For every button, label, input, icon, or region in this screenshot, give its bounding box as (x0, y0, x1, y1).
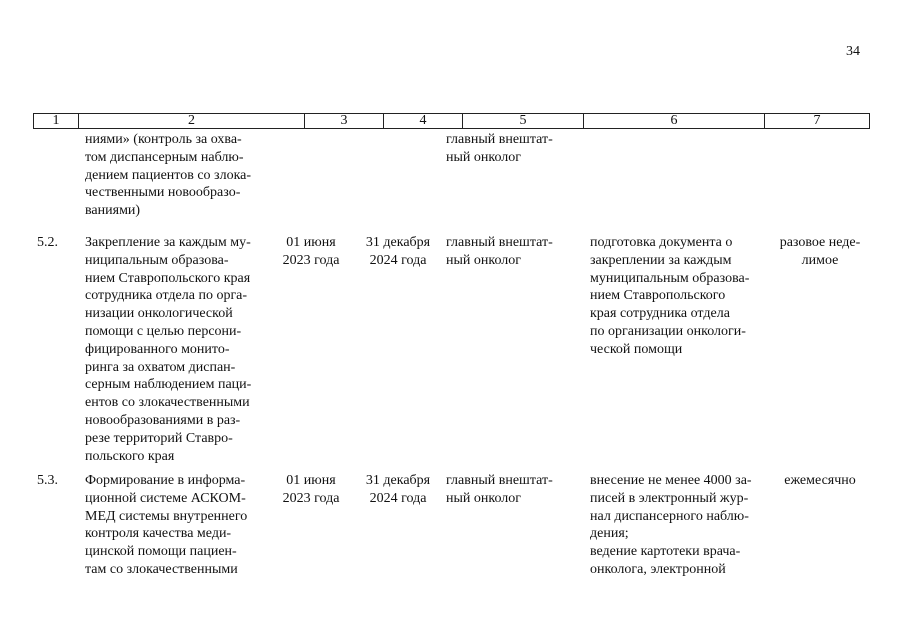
row-5-2-result: подготовка документа о закреплении за каждым муниципальным образова- нием Ставропольского края сотрудника отдела по организации онкологи- ческой помощи (590, 235, 750, 357)
column-header-6: 6 (670, 113, 678, 128)
row-continued-action: ниями» (контроль за охва- том диспансерным наблю- дением пациентов со злока- чественными новообразо- ваниями) (85, 132, 252, 219)
row-continued-responsible: главный внештат- ный онколог (446, 132, 553, 165)
row-5-3-end: 31 декабря 2024 года (365, 473, 431, 506)
column-header-4: 4 (419, 113, 427, 128)
column-header-3: 3 (340, 113, 348, 128)
column-header-5: 5 (519, 113, 527, 128)
row-5-3-responsible: главный внештат- ный онколог (446, 473, 553, 506)
column-header-7: 7 (813, 113, 821, 128)
row-5-2-number: 5.2. (37, 235, 58, 250)
row-5-3-start: 01 июня 2023 года (282, 473, 340, 506)
row-5-2-frequency: разовое неде- лимое (779, 235, 861, 268)
column-header-1: 1 (52, 113, 60, 128)
row-5-2-action: Закрепление за каждым му- ниципальным образова- нием Ставропольского края сотрудника отдела по орга- низации онкологической помощи с целью персони- фицированного монито- ринга за охватом диспан- серным наблюдением паци- ентов со злокачественными новообразованиями в раз- резе территорий Ставро- польского края (85, 235, 252, 464)
row-5-3-result: внесение не менее 4000 за- писей в электронный жур- нал диспансерного наблю- дения; ведение картотеки врача- онколога, электронной (590, 473, 752, 577)
row-5-2-end: 31 декабря 2024 года (365, 235, 431, 268)
row-5-3-number: 5.3. (37, 473, 58, 488)
column-header-2: 2 (188, 113, 195, 128)
row-5-2-start: 01 июня 2023 года (282, 235, 340, 268)
row-5-3-action: Формирование в информа- ционной системе АСКОМ- МЕД системы внутреннего контроля качества меди- цинской помощи пациен- там со злокачественными (85, 473, 248, 577)
row-5-3-frequency: ежемесячно (784, 473, 856, 488)
page-number: 34 (846, 44, 860, 59)
table-header-row (33, 113, 870, 129)
row-5-2-responsible: главный внештат- ный онколог (446, 235, 553, 268)
